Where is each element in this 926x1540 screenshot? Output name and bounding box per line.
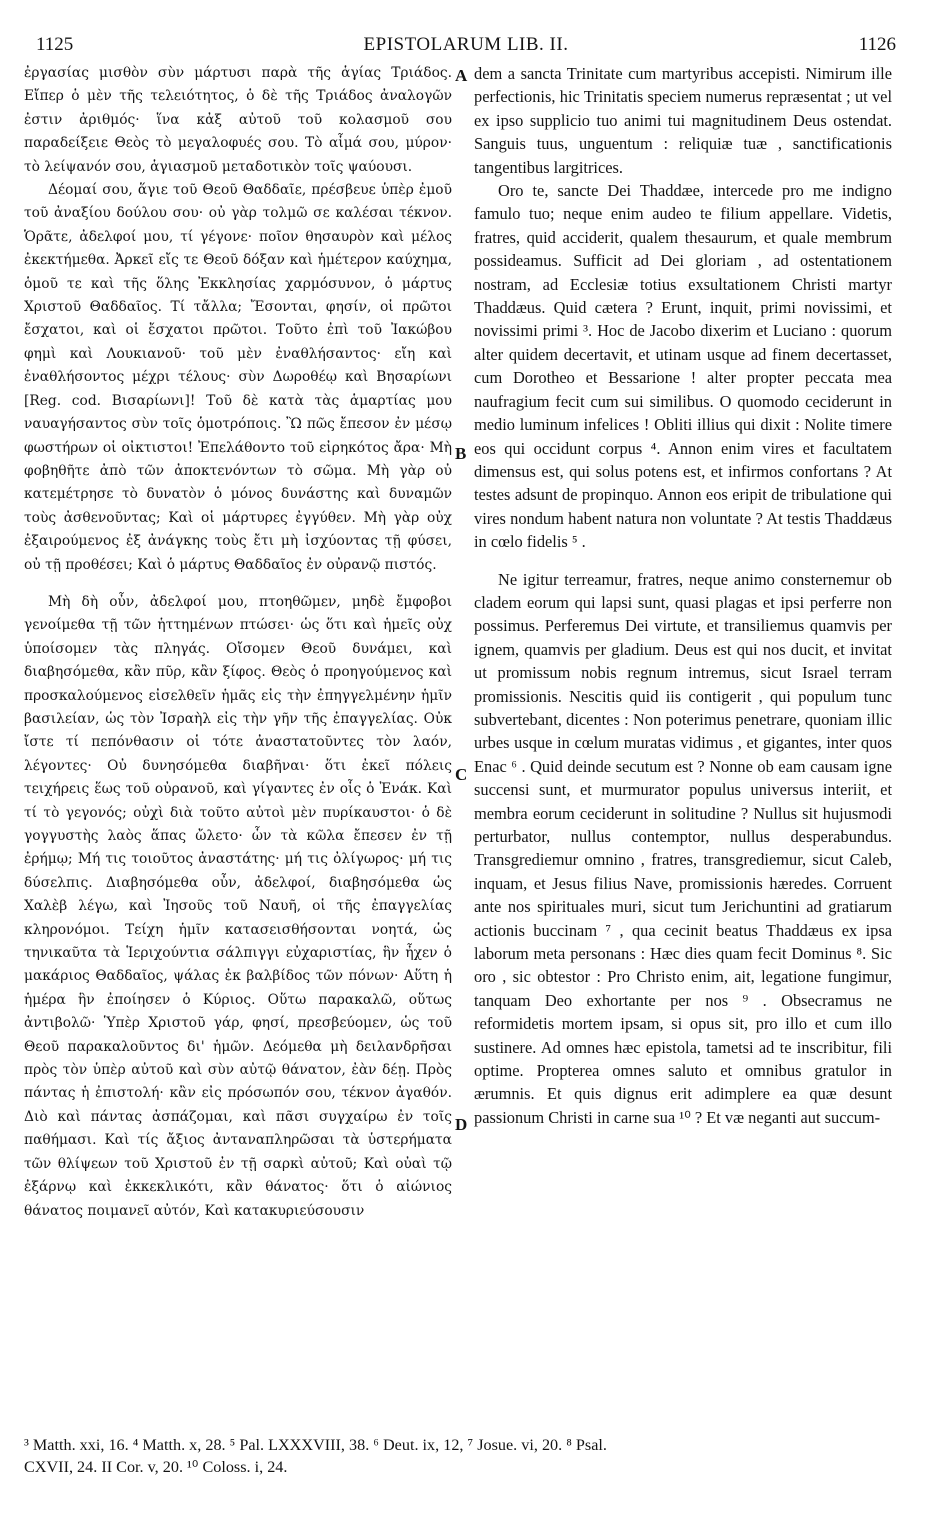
footnote-line: ³ Matth. xxi, 16. ⁴ Matth. x, 28. ⁵ Pal. LXXXVIII, 38. ⁶ Deut. ix, 12, ⁷ Josue. vi, 20. ⁸ Psal. (24, 1436, 607, 1454)
latin-paragraph: Oro te, sancte Dei Thaddæe, intercede pro me indigno famulo tuo; neque enim audeo te filium appellare. Videtis, fratres, quid acciderit, qualem thesaurum, et quale membrum possideamus. Sufficit ad Dei gloriam , ad ostentationem nostram, ad Ecclesiæ totius exsultationem Christi martyr Thaddæus. Quid cætera ? Erunt, inquit, primi novissimi, et novissimi primi ³. Hoc de Jacobo dixerim et Luciano : quorum alter quidem decertavit, et utinam usque ad finem decertasset, cum Dorotheo et Bessarione ! alter propter peccata mea naufragium fecit cum sui similibus. O quomodo ceciderunt in medio luminum infelices ! Obliti illius qui dixit : Nolite timere eos qui occidunt corpus ⁴. Annon enim vires et facultatem dimensus est, qui solus potens est, et infirmos confortans ? At testes adsunt de propinquo. Annon eos eripit de tribulatione qui vires nondum habent natura non voluntate ? At testis Thaddæus in cœlo fidelis ⁵ . (474, 181, 892, 552)
greek-paragraph: Μὴ δὴ οὖν, ἀδελφοί μου, πτοηθῶμεν, μηδὲ ἔμφοβοι γενοίμεθα τῇ τῶν ἡττημένων πτώσει· ὡς ὅτι καὶ ἡμεῖς οὐχ ὑποίσομεν τὰς πληγάς. Οἴσομεν Θεοῦ δυνάμει, καὶ διαβησόμεθα, κἂν πῦρ, κἂν ξίφος. Θεὸς ὁ προηγούμενος καὶ προσκαλούμενος εἰσελθεῖν ἡμᾶς εἰς τὴν ἐπηγγελμένην ἡμῖν βασιλείαν, ὡς τὸν Ἰσραὴλ εἰς τὴν γῆν τῆς ἐπαγγελίας. Οὐκ ἴστε τί πεπόνθασιν οἱ τότε ἀναστατοῦντες τὸν λαόν, λέγοντες· Οὐ δυνησόμεθα διαβῆναι· ὅτι ἐκεῖ πόλεις τειχήρεις ἕως τοῦ οὐρανοῦ, καὶ γίγαντες ἐν οἷς ὁ Ἐνάκ. Καὶ τί τὸ γεγονός; οὐχὶ διὰ τοῦτο αὐτοὶ μὲν πυρίκαυστοι· ὁ δὲ γογγυστὴς λαὸς ἅπας ὤλετο· ὧν τὰ κῶλα ἔπεσεν ἐν τῇ ἐρήμῳ; Μή τις τοιοῦτος ἀναστάτης· μή τις ὀλίγωρος· μή τις δύσελπις. Διαβησόμεθα οὖν, ἀδελφοί, διαβησόμεθα ὡς Χαλὲβ λέγω, καὶ Ἰησοῦς τοῦ Ναυῆ, οἱ τῆς ἐπαγγελίας κληρονόμοι. Τείχη ἡμῖν κατασεισθήσονται νοητά, ὡς τηνικαῦτα τὰ Ἱεριχούντια σάλπιγγι εὐχαριστίας, ἣν ἦχεν ὁ μακάριος Θαδδαῖος, ψάλας ἐκ βαλβίδος τῶν πόνων· Αὕτη ἡ ἡμέρα ἣν ἐποίησεν ὁ Κύριος. Οὕτω παρακαλῶ, οὕτως ἀντιβολῶ· Ὑπὲρ Χριστοῦ γάρ, φησί, πρεσβεύομεν, ὡς τοῦ Θεοῦ παρακαλοῦντος δι' ἡμῶν. Δεόμεθα μὴ δειλανδρῆσαι πρὸς τὸν ὑπὲρ αὐτοῦ καὶ σὺν αὐτῷ θάνατον, ἐὰν δέῃ. Πρὸς πάντας ἡ ἐπιστολή· κἂν εἰς πρόσωπόν σου, τέκνον ἀγαθόν. Διὸ καὶ πάντας ἀσπάζομαι, καὶ πᾶσι συγχαίρω ἐν τοῖς παθήμασι. Καὶ τίς ἄξιος ἀνταναπληρῶσαι τὰ ὑστερήματα τῶν θλίψεων τοῦ Χριστοῦ ἐν τῇ σαρκὶ αὐτοῦ; Καὶ οὐαὶ τῷ ἐξάρνῳ καὶ ἐκκεκλικότι, κἂν θάνατος· ὅτι ὁ αἰώνιος θάνατος ποιμανεῖ αὐτόν, Καὶ κατακυριεύσουσιν (24, 593, 452, 1219)
margin-letter-d: D (455, 1115, 468, 1134)
right-page-number: 1126 (858, 34, 896, 55)
margin-letter-a: A (455, 66, 468, 85)
greek-paragraph: Δέομαί σου, ἅγιε τοῦ Θεοῦ Θαδδαῖε, πρέσβευε ὑπὲρ ἐμοῦ τοῦ ἀναξίου δούλου σου· οὐ γὰρ τολμῶ σε καλέσαι τέκνον. Ὁρᾶτε, ἀδελφοί μου, τί γέγονε· ποῖον θησαυρὸν καὶ μέλος ἐκεκτήμεθα. Ἀρκεῖ εἴς τε Θεοῦ δόξαν καὶ ἡμέτερον καύχημα, ὁμοῦ τε καὶ τῆς ὅλης Ἐκκλησίας χαρμόσυνον, ὁ μάρτυς Χριστοῦ Θαδδαῖος. Τί τἄλλα; Ἔσονται, φησίν, οἱ πρῶτοι ἔσχατοι, καὶ οἱ ἔσχατοι πρῶτοι. Τοῦτο ἐπὶ τοῦ Ἰακώβου φημὶ καὶ Λουκιανοῦ· τοῦ μὲν ἐναθλήσαντος· εἴη καὶ ἐναθλήσοντος μέχρι τέλους· σὺν Δωροθέῳ καὶ Βησαρίωνι [Reg. cod. Βισαρίωνι]! Τοῦ δὲ κατὰ τὰς ἁμαρτίας μου ναυαγήσαντος σὺν τοῖς ὁμοτρόποις. Ὢ πῶς ἔπεσον ἐν μέσῳ φωστήρων οἱ οἰκτιστοι! Ἐπελάθοντο τοῦ εἰρηκότος ἄρα· Μὴ φοβηθῆτε ἀπὸ τῶν ἀποκτενόντων τὸ σῶμα. Μὴ γὰρ οὐ κατεμέτρησε τὸ δυνατὸν ὁ μόνος δυνάστης καὶ δυναμῶν τοὺς ἀσθενοῦντας; Καὶ οἱ μάρτυρες ἐγγύθεν. Μὴ γὰρ οὐχ ἐξαιρούμενος ἐξ ἀνάγκης τοὺς ἔτι μὴ ἰσχύοντας τῇ φύσει, οὐ τῇ προθέσει; Καὶ ὁ μάρτυς Θαδδαῖος ἐν οὐρανῷ πιστός. (24, 182, 452, 573)
latin-paragraph: dem a sancta Trinitate cum martyribus accepisti. Nimirum ille perfectionis, hic Trinitatis speciem numerus repræsentat ; ut vel ex ipso supplicio tuo animi tui magnitudinem Deus ostendat. Sanguis tuus, unguentum : reliquiæ tuæ , sanctificationis tangentibus largitrices. (474, 64, 892, 177)
running-title: EPISTOLARUM LIB. II. (363, 34, 569, 55)
running-header (36, 34, 896, 60)
footnote-line: CXVII, 24. II Cor. v, 20. ¹⁰ Coloss. i, 24. (24, 1458, 288, 1476)
greek-paragraph: ἐργασίας μισθὸν σὺν μάρτυσι παρὰ τῆς ἁγίας Τριάδος. Εἴπερ ὁ μὲν τῆς τελειότητος, ὁ δὲ τῆς Τριάδος ἀναλογῶν ἐστιν ἀριθμός· ἵνα κἀξ αὐτοῦ τοῦ κολασμοῦ σου παραδείξειε Θεὸς τὸ μεγαλοφυές σου. Τὸ αἷμά σου, μύρον· τὸ λείψανόν σου, ἁγιασμοῦ μεταδοτικὸν τοῖς ψαύουσι. (24, 65, 452, 175)
margin-letter-b: B (455, 444, 467, 463)
latin-paragraph: Ne igitur terreamur, fratres, neque animo consternemur ob cladem eorum qui lapsi sunt, quasi plagas et ipsi perferre non possimus. Perferemus Dei virtute, et transiliemus quamvis per ignem, quamvis per gladium. Deus est qui nos ducit, et invitat ut promissum nobis regnum intremus, sicut Israel terram promissionis. Nescitis quid iis contigerit , qui populum tunc subvertebant, dicentes : Non poterimus penetrare, quoniam illic urbes usque in cœlum muratas vidimus , et gigantes, inter quos Enac ⁶ . Quid deinde secutum est ? Nonne ob eam causam igne succensi sunt, et murmurator populus universus interiit, et membra eorum ceciderunt in solitudine ? Nullus sit hujusmodi perturbator, nullus contemptor, nullus desperabundus. Transgrediemur omnino , fratres, transgrediemur, sicut Caleb, inquam, et Jesus filius Nave, promissionis hæredes. Corruent ante nos spirituales muri, sicut tum Jerichuntini ad gratiarum actionis buccinam ⁷ , qua cecinit beatus Thaddæus ex ipsa laborum meta personans : Hæc dies quam fecit Dominus ⁸. Sic oro , sic obtestor : Pro Christo enim, ait, legatione fungimur, tanquam Deo exhortante per nos ⁹ . Obsecramus ne reformidetis mortem ipsam, si opus sit, pro illo et cum illo sustinere. Ad omnes hæc epistola, tametsi ad te inscribitur, fili optime. Propterea omnes saluto et omnibus gratulor in ærumnis. Et quis dignus erit adimplere ea quæ desunt passionum Christi in carne sua ¹⁰ ? Et væ neganti aut succum- (474, 569, 892, 1127)
margin-letter-c: C (455, 765, 468, 784)
footnotes (24, 1434, 894, 1478)
left-page-number: 1125 (36, 34, 74, 55)
greek-column (24, 62, 452, 1223)
latin-column (474, 62, 892, 1129)
